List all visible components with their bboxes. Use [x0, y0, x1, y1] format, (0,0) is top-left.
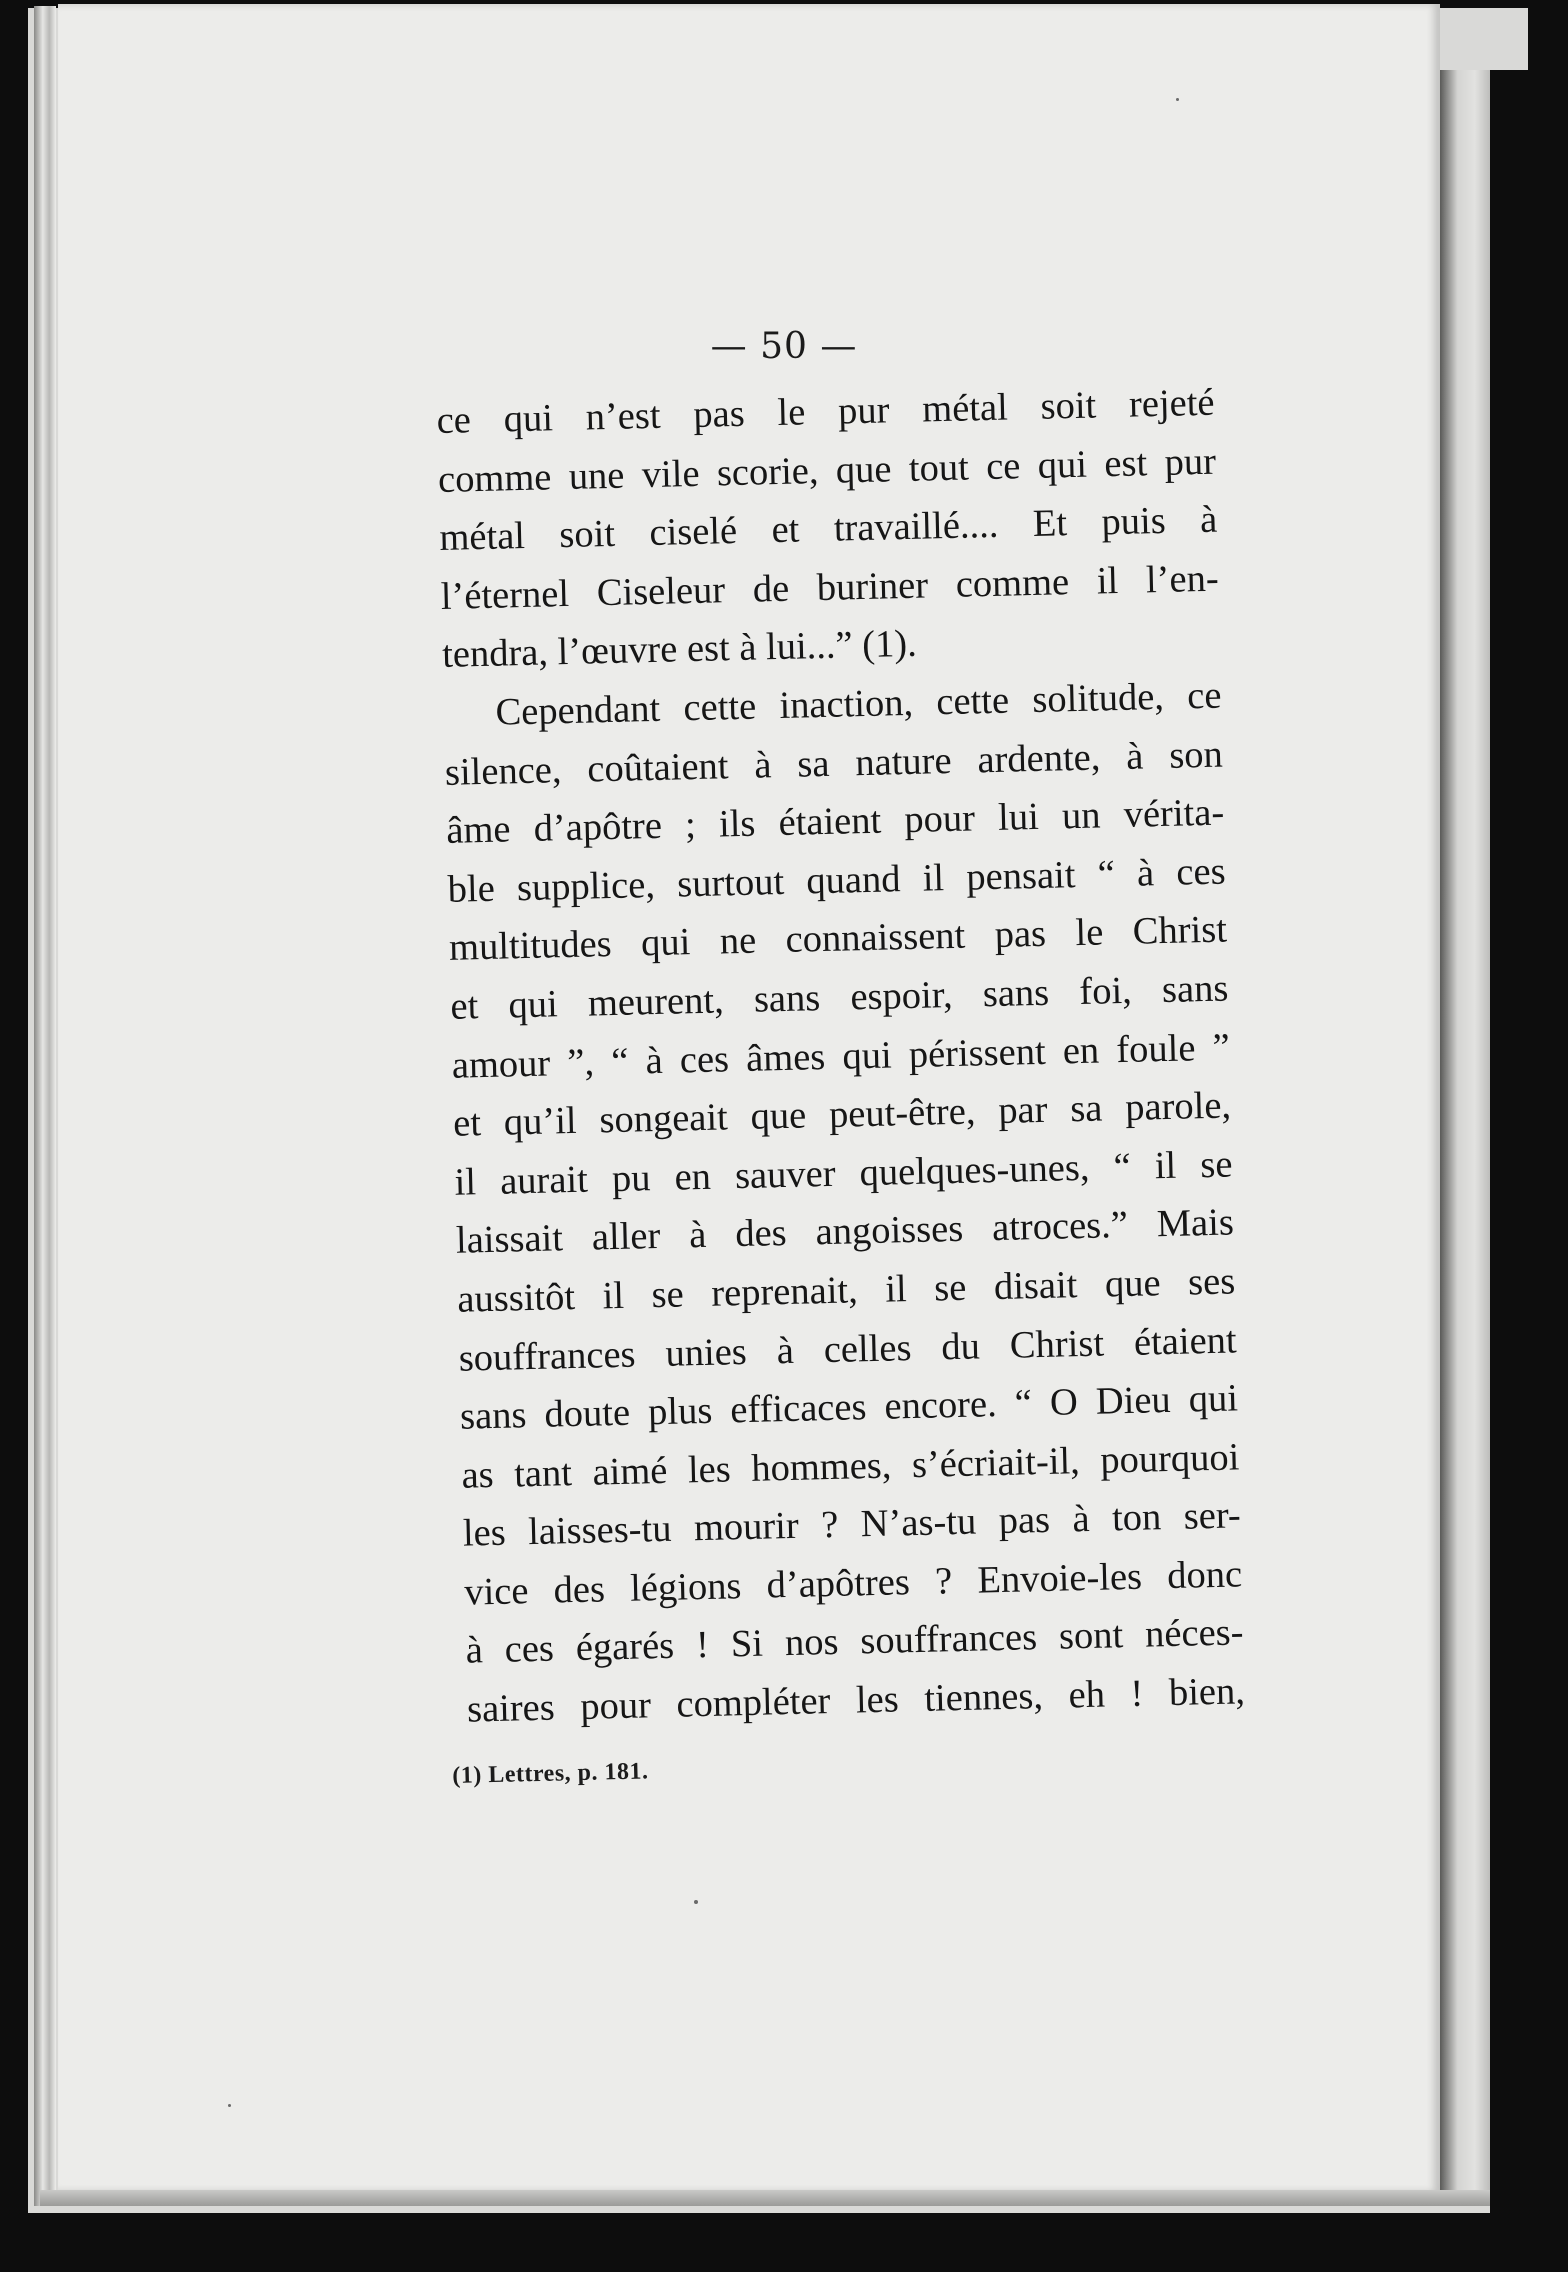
footnote: (1) Lettres, p. 181.	[452, 1758, 649, 1789]
text-line: et qui meurent, sans espoir, sans foi, sans	[449, 967, 1229, 1028]
text-line: souffrances unies à celles du Christ étaient	[458, 1318, 1238, 1380]
text-line: à ces égarés ! Si nos souffrances sont néces-	[465, 1611, 1244, 1673]
right-page-edge	[1440, 70, 1490, 2205]
text-line: sans doute plus efficaces encore. “ O Dieu qui	[459, 1377, 1239, 1438]
text-line: amour ”, “ à ces âmes qui périssent en foule ”	[451, 1026, 1231, 1087]
text-line: laissait aller à des angoisses atroces.” Mais	[455, 1201, 1235, 1263]
text-line: âme d’apôtre ; ils étaient pour lui un vérita-	[445, 791, 1225, 853]
text-line: l’éternel Ciseleur de buriner comme il l’en-	[440, 557, 1220, 618]
scan-background	[1490, 70, 1568, 2272]
paragraph-first-line: Cependant cette inaction, cette solitude, ce	[495, 674, 1222, 734]
text-line: ce qui n’est pas le pur métal soit rejeté	[436, 381, 1215, 442]
text-line: saires pour compléter les tiennes, eh ! bien,	[466, 1670, 1246, 1731]
text-line: les laisses-tu mourir ? N’as-tu pas à ton ser-	[462, 1494, 1242, 1555]
scan-speck	[228, 2104, 231, 2107]
text-line: aussitôt il se reprenait, il se disait que ses	[456, 1260, 1236, 1321]
page-number: — 50 —	[710, 326, 858, 367]
text-line: ble supplice, surtout quand il pensait “ à ces	[447, 850, 1227, 911]
scan-speck	[694, 1900, 698, 1904]
text-line: tendra, l’œuvre est à lui...” (1).	[441, 623, 918, 677]
text-line: comme une vile scorie, que tout ce qui est pur	[437, 440, 1217, 501]
bottom-page-edge	[40, 2190, 1490, 2206]
text-line: métal soit ciselé et travaillé.... Et puis à	[438, 498, 1218, 560]
text-line: as tant aimé les hommes, s’écriait-il, pourquoi	[461, 1436, 1240, 1497]
text-line: silence, coûtaient à sa nature ardente, à son	[444, 733, 1224, 794]
text-line: il aurait pu en sauver quelques-unes, “ il se	[454, 1143, 1233, 1204]
body-text	[436, 374, 1246, 1740]
scan-speck	[1176, 98, 1179, 101]
text-line: multitudes qui ne connaissent pas le Christ	[448, 908, 1228, 970]
text-line: et qu’il songeait que peut-être, par sa parole,	[452, 1084, 1232, 1145]
text-line: vice des légions d’apôtres ? Envoie-les donc	[463, 1553, 1243, 1614]
